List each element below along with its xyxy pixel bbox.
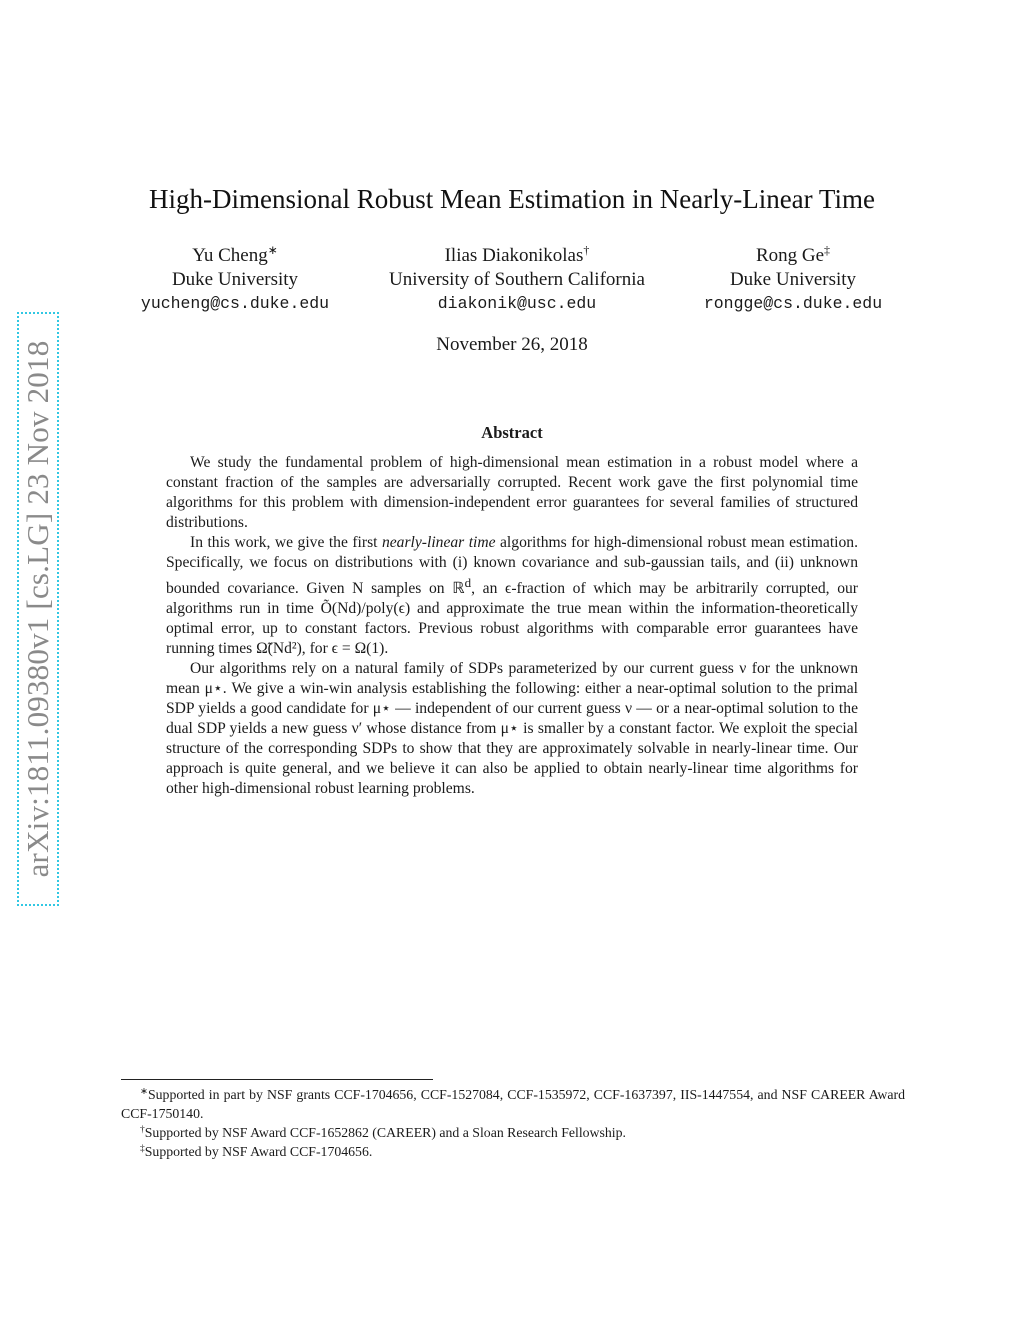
footnote-mark: ‡ bbox=[140, 1144, 145, 1154]
author-diakonikolas bbox=[370, 244, 664, 316]
footnote bbox=[121, 1142, 905, 1161]
author-email: yucheng@cs.duke.edu bbox=[140, 294, 330, 313]
footnote-mark: † bbox=[140, 1125, 145, 1135]
abstract-p2-part-a: In this work, we give the first bbox=[190, 534, 382, 551]
abstract-heading: Abstract bbox=[481, 423, 543, 442]
author-email: diakonik@usc.edu bbox=[437, 294, 597, 313]
author-ge bbox=[695, 244, 891, 316]
author-name: Yu Cheng bbox=[192, 245, 268, 266]
author-cheng bbox=[135, 244, 335, 316]
publication-date: November 26, 2018 bbox=[436, 334, 588, 355]
author-footnote-mark: ‡ bbox=[824, 243, 831, 257]
abstract-paragraph-3: Our algorithms rely on a natural family of SDPs parameterized by our current guess ν for the unknown mean μ⋆. We give a win-win analysis establishing the following: either a near-optimal solution to the primal SDP yields a good candidate for μ⋆ — independent of our current guess ν — or a near-optimal solution to the dual SDP yields a new guess ν′ whose distance from μ⋆ is smaller by a constant factor. We exploit the special structure of the corresponding SDPs to show that they are approximately solvable in nearly-linear time. Our approach is quite general, and we believe it can also be applied to obtain nearly-linear time algorithms for other high-dimensional robust learning problems. bbox=[166, 660, 858, 798]
abstract-paragraph-1: We study the fundamental problem of high-dimensional mean estimation in a robust model where a constant fraction of the samples are adversarially corrupted. Recent work gave the first polynomial time algorithms for this problem with dimension-independent error guarantees for several families of structured distributions. bbox=[166, 454, 858, 531]
abstract-p2-part-b: algorithms for high-dimensional robust mean estimation. Specifically, we focus on distributions with (i) known covariance and sub-gaussian tails, and (ii) unknown bounded covariance. Given N samples on ℝ bbox=[166, 534, 858, 598]
author-name: Ilias Diakonikolas bbox=[444, 245, 584, 266]
arxiv-identifier: arXiv:1811.09380v1 [cs.LG] 23 Nov 2018 bbox=[20, 340, 55, 878]
author-affiliation: Duke University bbox=[729, 269, 857, 290]
abstract-p2-part-c: , an ϵ-fraction of which may be arbitrarily corrupted, our algorithms run in time Õ(Nd)/poly(ϵ) and approximate the true mean within the information-theoretically optimal error, up to constant factors. Previous robust algorithms with comparable error guarantees have running times Ω̃(Nd²), for ϵ = Ω(1). bbox=[166, 580, 858, 658]
footnotes bbox=[121, 1085, 905, 1161]
author-block bbox=[0, 244, 1024, 324]
author-name-line bbox=[370, 244, 664, 268]
footnote bbox=[121, 1085, 905, 1123]
footnote-text: Supported in part by NSF grants CCF-1704656, CCF-1527084, CCF-1535972, CCF-1637397, IIS-1447554, and NSF CAREER Award CCF-1750140. bbox=[121, 1087, 905, 1121]
author-name-line bbox=[695, 244, 891, 268]
arxiv-stamp bbox=[17, 312, 59, 906]
footnote bbox=[121, 1123, 905, 1142]
author-footnote-mark: ∗ bbox=[267, 243, 278, 257]
author-footnote-mark: † bbox=[583, 243, 590, 257]
paper-title: High-Dimensional Robust Mean Estimation in Nearly-Linear Time bbox=[149, 184, 875, 214]
footnote-mark: ∗ bbox=[140, 1087, 148, 1097]
author-affiliation: Duke University bbox=[171, 269, 299, 290]
author-affiliation: University of Southern California bbox=[389, 269, 645, 290]
abstract-p2-superscript: d bbox=[464, 575, 472, 590]
footnote-text: Supported by NSF Award CCF-1652862 (CAREER) and a Sloan Research Fellowship. bbox=[144, 1125, 626, 1140]
author-name: Rong Ge bbox=[755, 245, 825, 266]
abstract-p2-emphasis: nearly-linear time bbox=[381, 534, 496, 551]
abstract-body bbox=[166, 453, 858, 799]
abstract-paragraph-2 bbox=[166, 533, 858, 659]
footnote-divider bbox=[121, 1079, 433, 1080]
author-email: rongge@cs.duke.edu bbox=[703, 294, 883, 313]
author-name-line bbox=[135, 244, 335, 268]
footnote-text: Supported by NSF Award CCF-1704656. bbox=[144, 1144, 373, 1159]
